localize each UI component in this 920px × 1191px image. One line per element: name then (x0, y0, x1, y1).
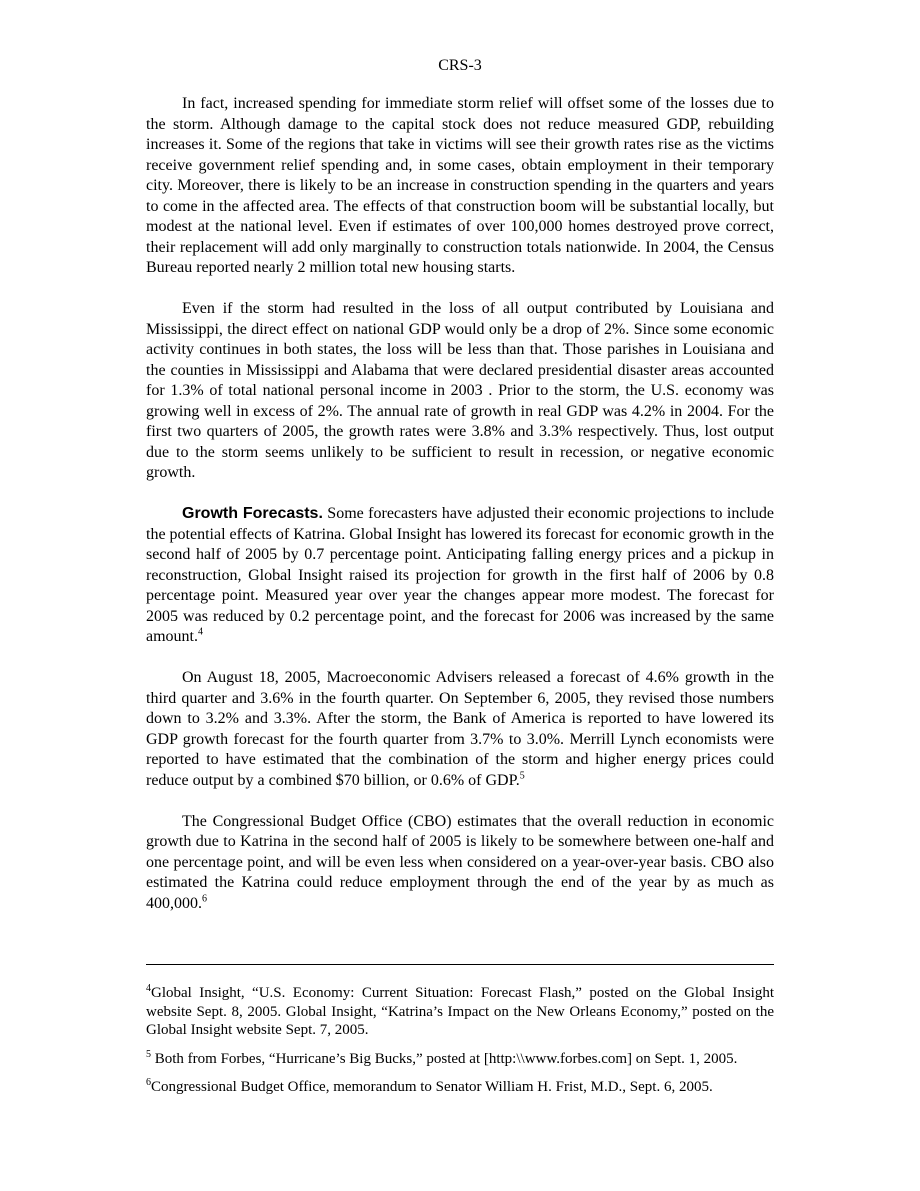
paragraph-text: Some forecasters have adjusted their economic projections to include the potential effects of Katrina. Global Insight has lowered its forecast for economic growth in the second half of 2005 by 0.7 percentage point. Anticipating falling energy prices and a pickup in reconstruction, Global Insight raised its projection for growth in the first half of 2006 by 0.8 percentage point. Measured year over year the changes appear more modest. The forecast for 2005 was reduced by 0.2 percentage point, and the forecast for 2006 was increased by the same amount. (146, 505, 774, 645)
footnotes (146, 984, 774, 1107)
footnote-divider (146, 964, 774, 965)
footnote-reference[interactable]: 4 (198, 626, 203, 638)
footnote-text: Global Insight, “U.S. Economy: Current Situation: Forecast Flash,” posted on the Global Insight website Sept. 8, 2005. Global Insight, “Katrina’s Impact on the New Orleans Economy,” posted on the Global Insight website Sept. 7, 2005. (146, 985, 774, 1038)
paragraph-storm-relief (146, 94, 774, 279)
paragraph-cbo-estimate (146, 812, 774, 915)
footnote-reference[interactable]: 5 (519, 770, 525, 782)
footnote-reference[interactable]: 6 (202, 893, 207, 905)
body-text (146, 94, 774, 935)
footnote-text: Congressional Budget Office, memorandum to Senator William H. Frist, M.D., Sept. 6, 2005. (151, 1079, 713, 1095)
paragraph-macro-advisers (146, 668, 774, 791)
paragraph-text: On August 18, 2005, Macroeconomic Advisers released a forecast of 4.6% growth in the third quarter and 3.6% in the fourth quarter. On September 6, 2005, they revised those numbers down to 3.2% and 3.3%. After the storm, the Bank of America is reported to have lowered its GDP growth forecast for the fourth quarter from 3.7% to 3.0%. Merrill Lynch economists were reported to have estimated that the combination of the storm and higher energy prices could reduce output by a combined $70 billion, or 0.6% of GDP. (146, 669, 774, 789)
footnote-number: 4 (146, 983, 151, 994)
footnote-item (146, 1078, 774, 1097)
paragraph-growth-forecasts (146, 504, 774, 648)
footnote-item (146, 984, 774, 1040)
paragraph-text: In fact, increased spending for immediate storm relief will offset some of the losses due to the storm. Although damage to the capital stock does not reduce measured GDP, rebuilding increases it. Some of the regions that take in victims will see their growth rates rise as the victims receive government relief spending and, in some cases, obtain employment in their temporary city. Moreover, there is likely to be an increase in construction spending in the quarters and years to come in the affected area. The effects of that construction boom will be substantial locally, but modest at the national level. Even if estimates of over 100,000 homes destroyed prove correct, their replacement will add only marginally to construction totals nationwide. In 2004, the Census Bureau reported nearly 2 million total new housing starts. (146, 95, 774, 276)
footnote-item (146, 1050, 774, 1069)
footnote-number: 5 (146, 1048, 151, 1060)
page-header: CRS-3 (438, 57, 482, 74)
paragraph-output-loss (146, 299, 774, 484)
footnote-text: Both from Forbes, “Hurricane’s Big Bucks,” posted at [http:\\www.forbes.com] on Sept. 1, 2005. (151, 1050, 738, 1067)
section-heading: Growth Forecasts. (182, 505, 323, 522)
paragraph-text: Even if the storm had resulted in the loss of all output contributed by Louisiana and Mississippi, the direct effect on national GDP would only be a drop of 2%. Since some economic activity continues in both states, the loss will be less than that. Those parishes in Louisiana and the counties in Mississippi and Alabama that were declared presidential disaster areas accounted for 1.3% of total national personal income in 2003 . Prior to the storm, the U.S. economy was growing well in excess of 2%. The annual rate of growth in real GDP was 4.2% in 2004. For the first two quarters of 2005, the growth rates were 3.8% and 3.3% respectively. Thus, lost output due to the storm seems unlikely to be sufficient to result in recession, or negative economic growth. (146, 300, 774, 481)
footnote-number: 6 (146, 1077, 151, 1088)
paragraph-text: The Congressional Budget Office (CBO) estimates that the overall reduction in economic growth due to Katrina in the second half of 2005 is likely to be somewhere between one-half and one percentage point, and will be even less when considered on a year-over-year basis. CBO also estimated the Katrina could reduce employment through the end of the year by as much as 400,000. (146, 812, 774, 912)
